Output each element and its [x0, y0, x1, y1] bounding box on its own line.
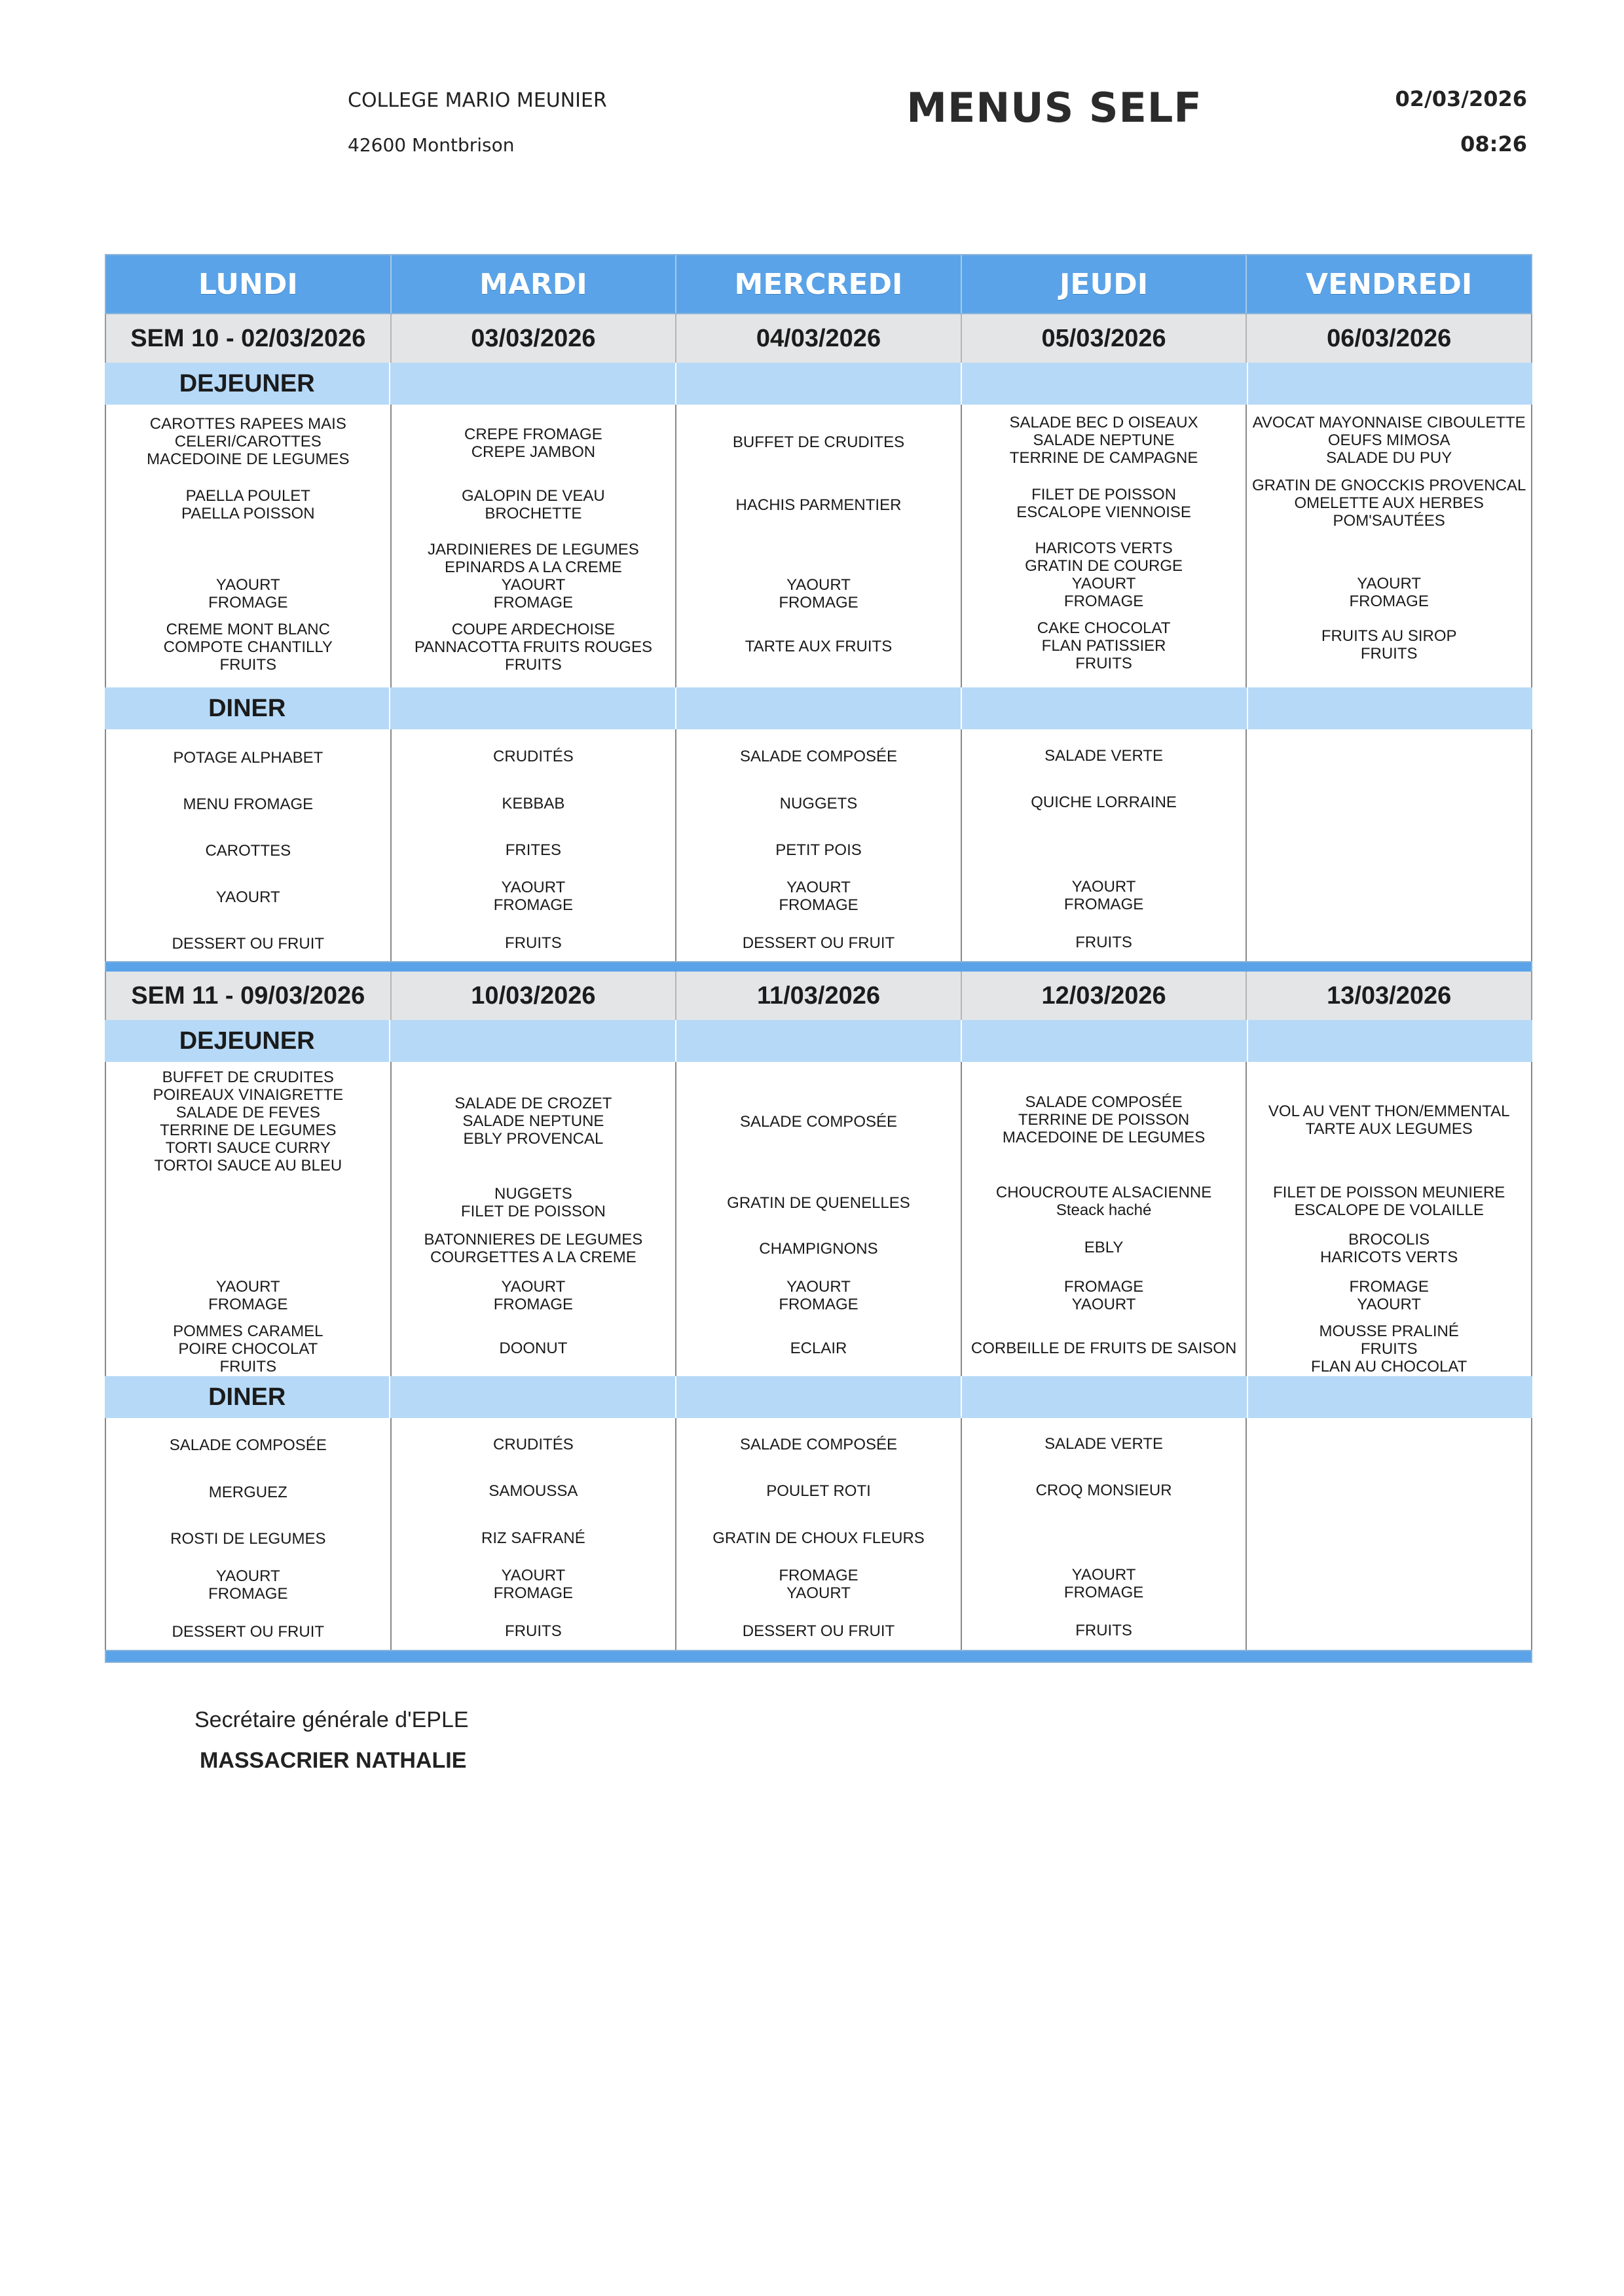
lunch-header	[105, 363, 1532, 405]
menu-item: FILET DE POISSON MEUNIERE ESCALOPE DE VOLAILLE	[1273, 1184, 1505, 1219]
menu-item: FRUITS AU SIROP FRUITS	[1321, 627, 1457, 663]
meal-band	[1248, 363, 1532, 405]
week-11-grid	[105, 972, 1532, 1663]
menu-item: SALADE VERTE	[1044, 1435, 1164, 1453]
menu-item: ECLAIR	[790, 1339, 847, 1357]
menu-item: BUFFET DE CRUDITES POIREAUX VINAIGRETTE SALADE DE FEVES TERRINE DE LEGUMES TORTI SAUCE CURRY TORTOI SAUCE AU BLEU	[153, 1068, 344, 1175]
menu-cell	[676, 1418, 962, 1650]
date-cell: SEM 10 - 02/03/2026	[106, 314, 392, 363]
menu-item: FRUITS	[1075, 1622, 1132, 1639]
menu-item: FRUITS	[505, 934, 562, 952]
menu-item: QUICHE LORRAINE	[1031, 793, 1177, 811]
menu-item: CRUDITÉS	[493, 748, 574, 765]
menu-item: NUGGETS FILET DE POISSON	[460, 1185, 606, 1220]
menu-item: MENU FROMAGE	[183, 795, 314, 813]
menu-item: VOL AU VENT THON/EMMENTAL TARTE AUX LEGUMES	[1268, 1102, 1510, 1138]
menu-item: CAROTTES RAPEES MAIS CELERI/CAROTTES MACEDOINE DE LEGUMES	[147, 415, 350, 468]
menu-item: FILET DE POISSON ESCALOPE VIENNOISE	[1016, 486, 1191, 521]
week-10-grid	[105, 254, 1532, 974]
menu-cell	[106, 1418, 392, 1650]
date-row	[105, 972, 1532, 1020]
menu-item: SALADE VERTE	[1044, 747, 1164, 765]
signatory-role: Secrétaire générale d'EPLE	[194, 1707, 469, 1732]
menu-item: FRITES	[505, 841, 562, 859]
menu-item: FROMAGE YAOURT	[1063, 1278, 1144, 1313]
menu-item: YAOURT FROMAGE	[1063, 575, 1144, 610]
meal-band	[962, 1020, 1247, 1062]
menu-item: FROMAGE YAOURT	[779, 1567, 858, 1602]
day-friday: VENDREDI	[1306, 267, 1473, 301]
menu-cell	[962, 1418, 1247, 1650]
school-name: COLLEGE MARIO MEUNIER	[348, 89, 607, 112]
menu-cell	[106, 729, 392, 961]
menu-cell	[1247, 729, 1531, 961]
dinner-label: DINER	[105, 1376, 390, 1418]
lunch-header	[105, 1020, 1532, 1062]
menu-item: CREME MONT BLANC COMPOTE CHANTILLY FRUITS	[163, 621, 333, 674]
menu-item: YAOURT FROMAGE	[779, 879, 858, 914]
menu-item: CROQ MONSIEUR	[1035, 1482, 1172, 1499]
menu-item: AVOCAT MAYONNAISE CIBOULETTE OEUFS MIMOSA SALADE DU PUY	[1252, 414, 1526, 467]
menu-item: YAOURT FROMAGE	[493, 1278, 574, 1313]
meal-band	[962, 1376, 1247, 1418]
menu-item: YAOURT FROMAGE	[208, 1567, 288, 1603]
lunch-body	[105, 405, 1532, 687]
signatory-name: MASSACRIER NATHALIE	[200, 1748, 467, 1773]
menu-item: YAOURT FROMAGE	[1063, 1566, 1144, 1601]
date-cell: 06/03/2026	[1247, 314, 1531, 363]
menu-item: POULET ROTI	[766, 1482, 871, 1500]
menu-cell	[392, 729, 677, 961]
dinner-header	[105, 1376, 1532, 1418]
menu-item: DESSERT OU FRUIT	[742, 1622, 895, 1640]
meal-band	[390, 687, 676, 729]
menu-cell	[962, 729, 1247, 961]
lunch-body	[105, 1062, 1532, 1376]
dinner-header	[105, 687, 1532, 729]
menu-item: SALADE COMPOSÉE	[739, 1113, 898, 1131]
menu-item: NUGGETS	[779, 795, 858, 812]
school-city: 42600 Montbrison	[348, 134, 515, 156]
menu-item: FRUITS	[505, 1622, 562, 1640]
menu-item: HACHIS PARMENTIER	[735, 496, 902, 514]
menu-cell	[1247, 1062, 1531, 1376]
day-thursday: JEUDI	[962, 255, 1247, 313]
meal-band	[1248, 687, 1532, 729]
menu-item: BUFFET DE CRUDITES	[732, 433, 905, 451]
date-cell: 03/03/2026	[392, 314, 677, 363]
menu-item: POTAGE ALPHABET	[173, 749, 323, 767]
print-date: 02/03/2026	[1395, 86, 1527, 111]
date-cell: 11/03/2026	[676, 972, 962, 1020]
menu-item: SAMOUSSA	[489, 1482, 578, 1500]
menu-item: SALADE DE CROZET SALADE NEPTUNE EBLY PROVENCAL	[454, 1095, 612, 1148]
menu-item: YAOURT	[215, 888, 280, 906]
meal-band	[676, 363, 962, 405]
menu-item: KEBBAB	[502, 795, 565, 812]
dinner-body	[105, 1418, 1532, 1650]
menu-cell	[962, 1062, 1247, 1376]
menu-item: CHOUCROUTE ALSACIENNE Steack haché	[995, 1184, 1212, 1219]
menu-item: YAOURT FROMAGE	[779, 576, 858, 611]
meal-band	[390, 363, 676, 405]
menu-item: DESSERT OU FRUIT	[172, 935, 325, 953]
day-wednesday: MERCREDI	[676, 255, 962, 313]
menu-item: SALADE COMPOSÉE	[169, 1436, 327, 1454]
date-cell: SEM 11 - 09/03/2026	[106, 972, 392, 1020]
menu-item: CRUDITÉS	[493, 1436, 574, 1453]
menu-item: TARTE AUX FRUITS	[745, 638, 893, 655]
meal-band	[676, 687, 962, 729]
meal-band	[1248, 1020, 1532, 1062]
menu-item: FROMAGE YAOURT	[1349, 1278, 1429, 1313]
menu-item: ROSTI DE LEGUMES	[170, 1530, 326, 1548]
date-row	[105, 314, 1532, 363]
menu-cell	[106, 1062, 392, 1376]
meal-band	[962, 363, 1247, 405]
print-time: 08:26	[1460, 132, 1527, 156]
menu-cell	[392, 1418, 677, 1650]
dinner-body	[105, 729, 1532, 961]
menu-item: SALADE COMPOSÉE	[739, 748, 898, 765]
menu-item: YAOURT FROMAGE	[1063, 878, 1144, 913]
menu-cell	[106, 405, 392, 687]
menu-item: BROCOLIS HARICOTS VERTS	[1320, 1231, 1458, 1266]
menu-cell	[1247, 405, 1531, 687]
days-header	[105, 254, 1532, 314]
menu-item: HARICOTS VERTS GRATIN DE COURGE	[1025, 539, 1183, 575]
lunch-label: DEJEUNER	[105, 1020, 390, 1062]
menu-cell	[392, 405, 677, 687]
date-cell: 13/03/2026	[1247, 972, 1531, 1020]
menu-item: JARDINIERES DE LEGUMES EPINARDS A LA CREME	[428, 541, 639, 576]
date-cell: 05/03/2026	[962, 314, 1247, 363]
menu-item: YAOURT FROMAGE	[208, 576, 288, 611]
menu-item: YAOURT FROMAGE	[493, 1567, 574, 1602]
meal-band	[962, 687, 1247, 729]
day-monday: LUNDI	[106, 255, 392, 313]
menu-item: RIZ SAFRANÉ	[481, 1529, 585, 1547]
menu-item: YAOURT FROMAGE	[779, 1278, 858, 1313]
menu-item: PETIT POIS	[775, 841, 862, 859]
menu-item: MERGUEZ	[208, 1484, 287, 1501]
menu-item: FRUITS	[1075, 934, 1132, 951]
menu-cell	[962, 405, 1247, 687]
menu-item: CHAMPIGNONS	[759, 1240, 878, 1258]
menu-cell	[392, 1062, 677, 1376]
menu-item: MOUSSE PRALINÉ FRUITS FLAN AU CHOCOLAT	[1311, 1322, 1467, 1376]
menu-item: SALADE BEC D OISEAUX SALADE NEPTUNE TERRINE DE CAMPAGNE	[1009, 414, 1198, 467]
menu-item: COUPE ARDECHOISE PANNACOTTA FRUITS ROUGES FRUITS	[414, 621, 652, 674]
menu-item: SALADE COMPOSÉE TERRINE DE POISSON MACEDOINE DE LEGUMES	[1002, 1093, 1206, 1146]
menu-item: YAOURT FROMAGE	[493, 879, 574, 914]
menu-item: PAELLA POULET PAELLA POISSON	[181, 487, 315, 522]
menu-item: SALADE COMPOSÉE	[739, 1436, 898, 1453]
meal-band	[1248, 1376, 1532, 1418]
menu-item: DESSERT OU FRUIT	[742, 934, 895, 952]
menu-item: BATONNIERES DE LEGUMES COURGETTES A LA CREME	[424, 1231, 643, 1266]
meal-band	[390, 1020, 676, 1062]
menu-item: GRATIN DE QUENELLES	[727, 1194, 910, 1212]
meal-band	[390, 1376, 676, 1418]
menu-cell	[676, 1062, 962, 1376]
week-separator	[105, 1650, 1532, 1663]
date-cell: 10/03/2026	[392, 972, 677, 1020]
menu-item: GRATIN DE CHOUX FLEURS	[712, 1529, 925, 1547]
menu-cell	[1247, 1418, 1531, 1650]
date-cell: 04/03/2026	[676, 314, 962, 363]
menu-cell	[676, 729, 962, 961]
date-cell: 12/03/2026	[962, 972, 1247, 1020]
menu-item: CREPE FROMAGE CREPE JAMBON	[464, 426, 602, 461]
menu-cell	[676, 405, 962, 687]
menu-item: GRATIN DE GNOCCKIS PROVENCAL OMELETTE AUX HERBES POM'SAUTÉES	[1252, 477, 1526, 530]
menu-item: YAOURT FROMAGE	[493, 576, 574, 611]
menu-item: EBLY	[1084, 1239, 1124, 1256]
menu-item: CORBEILLE DE FRUITS DE SAISON	[970, 1339, 1237, 1357]
meal-band	[676, 1376, 962, 1418]
menu-item: CAROTTES	[205, 842, 291, 860]
lunch-label: DEJEUNER	[105, 363, 390, 405]
menu-item: YAOURT FROMAGE	[1349, 575, 1429, 610]
meal-band	[676, 1020, 962, 1062]
menu-item: CAKE CHOCOLAT FLAN PATISSIER FRUITS	[1037, 619, 1171, 672]
menu-item: DESSERT OU FRUIT	[172, 1623, 325, 1641]
page-title: MENUS SELF	[906, 84, 1202, 132]
dinner-label: DINER	[105, 687, 390, 729]
day-tuesday: MARDI	[392, 255, 677, 313]
menu-item: YAOURT FROMAGE	[208, 1278, 288, 1313]
menu-item: DOONUT	[499, 1339, 568, 1357]
menu-item: POMMES CARAMEL POIRE CHOCOLAT FRUITS	[173, 1322, 323, 1376]
menu-item: GALOPIN DE VEAU BROCHETTE	[462, 487, 605, 522]
